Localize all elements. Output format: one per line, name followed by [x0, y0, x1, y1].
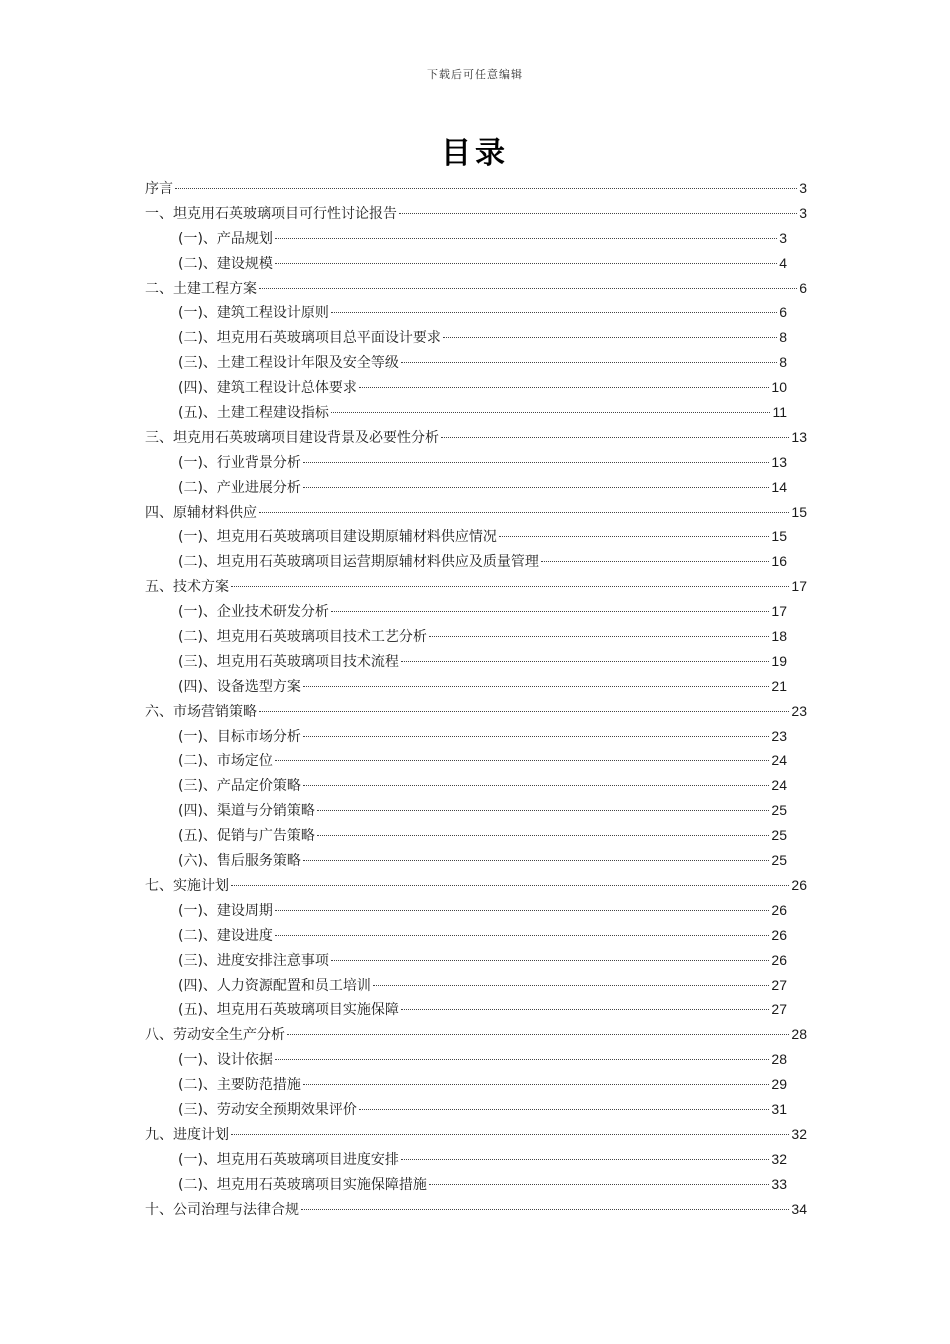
toc-entry[interactable] [145, 948, 807, 973]
toc-entry-page-number: 31 [771, 1100, 787, 1117]
toc-entry[interactable] [145, 549, 807, 574]
toc-dot-leader [317, 835, 769, 836]
toc-entry[interactable] [145, 599, 807, 624]
toc-dot-leader [175, 188, 797, 189]
toc-entry[interactable] [145, 798, 807, 823]
toc-dot-leader [399, 213, 797, 214]
toc-entry-label: 二、土建工程方案 [145, 280, 257, 297]
toc-entry-label: (一)、建设周期 [178, 902, 273, 919]
toc-entry[interactable] [145, 773, 807, 798]
toc-entry-page-number: 23 [791, 702, 807, 719]
toc-entry-page-number: 15 [791, 503, 807, 520]
toc-title: 目录 [441, 136, 509, 171]
toc-entry-page-number: 16 [771, 553, 787, 570]
toc-entry-page-number: 21 [771, 677, 787, 694]
toc-dot-leader [275, 238, 777, 239]
toc-entry-label: 九、进度计划 [145, 1126, 229, 1143]
toc-entry-page-number: 3 [779, 229, 787, 246]
toc-entry-label: (三)、进度安排注意事项 [178, 952, 329, 969]
toc-entry-label: (三)、产品定价策略 [178, 778, 301, 795]
toc-entry[interactable] [145, 624, 807, 649]
toc-entry-page-number: 18 [771, 628, 787, 645]
toc-dot-leader [359, 1109, 769, 1110]
toc-entry-label: (一)、企业技术研发分析 [178, 604, 329, 621]
toc-entry-label: (一)、目标市场分析 [178, 728, 301, 745]
toc-entry-label: 六、市场营销策略 [145, 703, 257, 720]
toc-entry[interactable] [145, 1147, 807, 1172]
toc-entry-label: (六)、售后服务策略 [178, 853, 301, 870]
toc-entry[interactable] [145, 873, 807, 898]
toc-dot-leader [443, 337, 777, 338]
toc-entry-page-number: 23 [771, 727, 787, 744]
toc-entry-page-number: 33 [771, 1175, 787, 1192]
toc-entry[interactable] [145, 1047, 807, 1072]
toc-entry-page-number: 24 [771, 752, 787, 769]
toc-entry-page-number: 3 [799, 204, 807, 221]
toc-entry-page-number: 26 [771, 951, 787, 968]
toc-entry[interactable] [145, 898, 807, 923]
toc-dot-leader [401, 1159, 769, 1160]
toc-entry-page-number: 26 [771, 926, 787, 943]
toc-entry-page-number: 32 [791, 1125, 807, 1142]
toc-dot-leader [331, 312, 777, 313]
toc-dot-leader [231, 885, 789, 886]
toc-dot-leader [259, 288, 797, 289]
toc-dot-leader [287, 1034, 789, 1035]
toc-entry-label: (二)、坦克用石英玻璃项目技术工艺分析 [178, 629, 427, 646]
toc-entry-page-number: 13 [771, 453, 787, 470]
toc-dot-leader [275, 910, 769, 911]
toc-entry-label: 三、坦克用石英玻璃项目建设背景及必要性分析 [145, 429, 439, 446]
toc-dot-leader [429, 1184, 769, 1185]
toc-entry[interactable] [145, 923, 807, 948]
toc-dot-leader [303, 487, 769, 488]
toc-entry[interactable] [145, 450, 807, 475]
toc-entry-page-number: 13 [791, 428, 807, 445]
toc-entry[interactable] [145, 674, 807, 699]
toc-entry[interactable] [145, 325, 807, 350]
toc-entry-label: 十、公司治理与法律合规 [145, 1201, 299, 1218]
toc-entry-label: (三)、坦克用石英玻璃项目技术流程 [178, 653, 399, 670]
toc-entry-label: 五、技术方案 [145, 579, 229, 596]
toc-entry[interactable] [145, 251, 807, 276]
toc-entry-page-number: 10 [771, 379, 787, 396]
toc-entry[interactable] [145, 1072, 807, 1097]
toc-dot-leader [373, 985, 769, 986]
toc-entry-page-number: 14 [771, 478, 787, 495]
toc-entry-label: (一)、产品规划 [178, 230, 273, 247]
toc-entry-page-number: 19 [771, 652, 787, 669]
toc-dot-leader [301, 1209, 789, 1210]
toc-dot-leader [231, 586, 789, 587]
toc-entry-page-number: 28 [771, 1051, 787, 1068]
toc-entry-page-number: 6 [799, 279, 807, 296]
toc-dot-leader [275, 935, 769, 936]
toc-entry-page-number: 6 [779, 304, 787, 321]
toc-entry-label: (二)、主要防范措施 [178, 1077, 301, 1094]
toc-entry-page-number: 4 [779, 254, 787, 271]
toc-dot-leader [303, 785, 769, 786]
toc-entry[interactable] [145, 724, 807, 749]
toc-entry[interactable] [145, 1022, 807, 1047]
toc-entry-label: (三)、劳动安全预期效果评价 [178, 1101, 357, 1118]
toc-entry[interactable] [145, 973, 807, 998]
toc-entry-label: (二)、建设进度 [178, 927, 273, 944]
toc-dot-leader [499, 536, 769, 537]
toc-dot-leader [275, 760, 769, 761]
toc-dot-leader [259, 711, 789, 712]
toc-entry-label: 八、劳动安全生产分析 [145, 1027, 285, 1044]
toc-entry-label: 七、实施计划 [145, 877, 229, 894]
toc-dot-leader [331, 960, 769, 961]
toc-entry-label: (五)、促销与广告策略 [178, 828, 315, 845]
page-header-note: 下载后可任意编辑 [427, 68, 523, 81]
toc-entry[interactable] [145, 1097, 807, 1122]
toc-entry[interactable] [145, 176, 807, 201]
toc-dot-leader [303, 462, 769, 463]
toc-entry-label: (四)、人力资源配置和员工培训 [178, 977, 371, 994]
toc-entry[interactable] [145, 350, 807, 375]
toc-entry-page-number: 25 [771, 852, 787, 869]
toc-entry-label: (四)、渠道与分销策略 [178, 803, 315, 820]
toc-dot-leader [541, 561, 769, 562]
toc-entry-page-number: 27 [771, 976, 787, 993]
toc-entry-label: (三)、土建工程设计年限及安全等级 [178, 355, 399, 372]
toc-entry-page-number: 25 [771, 827, 787, 844]
toc-entry-page-number: 24 [771, 777, 787, 794]
toc-dot-leader [359, 387, 769, 388]
toc-entry[interactable] [145, 400, 807, 425]
toc-dot-leader [331, 611, 769, 612]
toc-entry-label: 序言 [145, 181, 173, 197]
toc-entry[interactable] [145, 574, 807, 599]
toc-entry-page-number: 8 [779, 354, 787, 371]
toc-entry-page-number: 34 [791, 1200, 807, 1217]
toc-entry-label: (二)、产业进展分析 [178, 479, 301, 496]
toc-entry-page-number: 26 [771, 901, 787, 918]
toc-dot-leader [303, 1084, 769, 1085]
toc-dot-leader [275, 263, 777, 264]
toc-entry-label: 四、原辅材料供应 [145, 504, 257, 521]
toc-entry-label: (二)、坦克用石英玻璃项目运营期原辅材料供应及质量管理 [178, 554, 539, 571]
toc-entry-label: (二)、市场定位 [178, 753, 273, 770]
toc-dot-leader [401, 362, 777, 363]
toc-dot-leader [429, 636, 769, 637]
toc-entry[interactable] [145, 201, 807, 226]
toc-entry-label: (二)、坦克用石英玻璃项目总平面设计要求 [178, 330, 441, 347]
toc-dot-leader [303, 860, 769, 861]
toc-entry[interactable] [145, 699, 807, 724]
toc-entry[interactable] [145, 1197, 807, 1222]
toc-entry[interactable] [145, 375, 807, 400]
toc-dot-leader [441, 437, 789, 438]
toc-entry[interactable] [145, 848, 807, 873]
toc-entry-label: (五)、坦克用石英玻璃项目实施保障 [178, 1002, 399, 1019]
toc-entry-page-number: 8 [779, 329, 787, 346]
toc-entry-page-number: 17 [771, 603, 787, 620]
toc-dot-leader [231, 1134, 789, 1135]
toc-entry[interactable] [145, 226, 807, 251]
toc-entry-page-number: 26 [791, 876, 807, 893]
toc-entry[interactable] [145, 1172, 807, 1197]
toc-dot-leader [401, 661, 769, 662]
toc-entry-label: (一)、建筑工程设计原则 [178, 305, 329, 322]
toc-entry[interactable] [145, 748, 807, 773]
toc-entry[interactable] [145, 300, 807, 325]
toc-entry[interactable] [145, 276, 807, 301]
toc-dot-leader [259, 512, 789, 513]
toc-dot-leader [401, 1009, 769, 1010]
toc-entry-label: (一)、坦克用石英玻璃项目建设期原辅材料供应情况 [178, 529, 497, 546]
toc-dot-leader [331, 412, 771, 413]
toc-entry-page-number: 15 [771, 528, 787, 545]
toc-entry[interactable] [145, 500, 807, 525]
table-of-contents [145, 176, 807, 1221]
toc-entry[interactable] [145, 1122, 807, 1147]
toc-entry-page-number: 11 [772, 404, 787, 421]
toc-entry-page-number: 28 [791, 1026, 807, 1043]
toc-entry-page-number: 32 [771, 1150, 787, 1167]
toc-entry-label: (四)、设备选型方案 [178, 678, 301, 695]
toc-entry-label: (一)、行业背景分析 [178, 454, 301, 471]
toc-entry-label: (二)、建设规模 [178, 255, 273, 272]
toc-entry[interactable] [145, 425, 807, 450]
toc-entry-page-number: 3 [799, 180, 807, 196]
toc-entry-label: (一)、设计依据 [178, 1052, 273, 1069]
toc-entry-label: (四)、建筑工程设计总体要求 [178, 380, 357, 397]
toc-entry-page-number: 25 [771, 802, 787, 819]
toc-entry-label: (一)、坦克用石英玻璃项目进度安排 [178, 1151, 399, 1168]
toc-entry-page-number: 29 [771, 1076, 787, 1093]
toc-entry[interactable] [145, 823, 807, 848]
toc-entry-page-number: 27 [771, 1001, 787, 1018]
toc-dot-leader [275, 1059, 769, 1060]
toc-entry-page-number: 17 [791, 578, 807, 595]
toc-dot-leader [303, 736, 769, 737]
toc-entry[interactable] [145, 524, 807, 549]
toc-entry-label: (五)、土建工程建设指标 [178, 405, 329, 422]
toc-entry-label: 一、坦克用石英玻璃项目可行性讨论报告 [145, 205, 397, 222]
toc-dot-leader [317, 810, 769, 811]
toc-entry[interactable] [145, 475, 807, 500]
toc-dot-leader [303, 686, 769, 687]
toc-entry[interactable] [145, 997, 807, 1022]
toc-entry[interactable] [145, 649, 807, 674]
toc-entry-label: (二)、坦克用石英玻璃项目实施保障措施 [178, 1176, 427, 1193]
